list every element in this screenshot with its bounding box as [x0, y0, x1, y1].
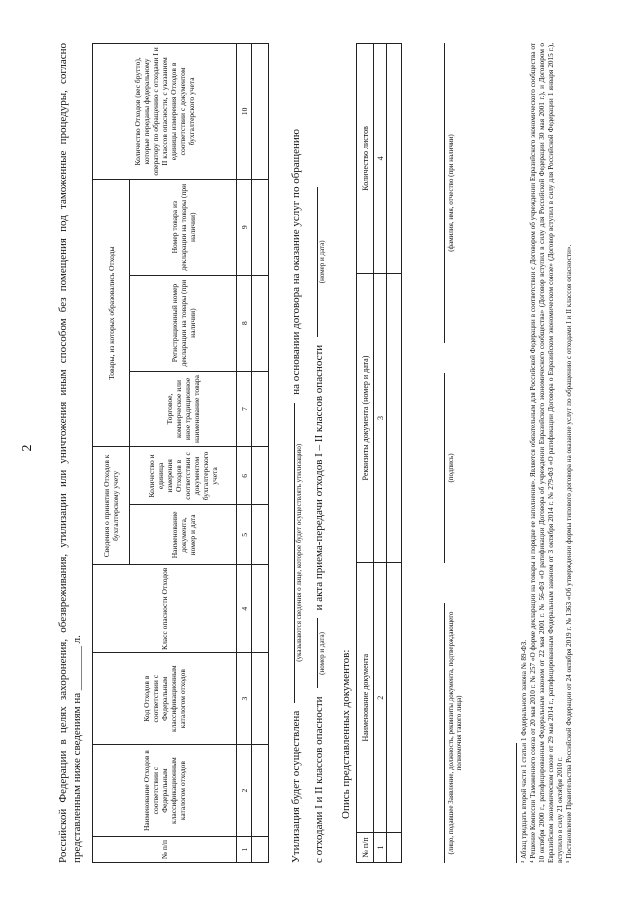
person-caption: (лицо, подавшее Заявление, должность, реквизиты документа, подтверждающего полномочия такого лица): [447, 611, 463, 855]
col-goods-number: Номер товара из декларации на товары (при наличии): [130, 179, 237, 275]
col-goods: Товары, из которых образовались Отходы: [93, 179, 130, 447]
col-number: 4: [374, 44, 387, 274]
utilization-lead: Утилизация будет осуществлена: [290, 710, 302, 863]
utilizer-field[interactable]: [282, 403, 295, 703]
person-line[interactable]: [444, 603, 445, 863]
signature-caption: (подпись): [447, 453, 455, 483]
inv-number-row: [374, 44, 387, 863]
column-number-row: [237, 44, 252, 863]
col-number: 5: [237, 505, 252, 565]
contract-text-2: с отходами I и II классов опасности: [313, 696, 325, 863]
table-cell[interactable]: [387, 563, 402, 833]
col-number: 10: [237, 44, 252, 180]
act-text: и акта приема-передачи отходов I – II классов опасности: [313, 344, 325, 611]
inv-col-name: Наименование документа: [357, 563, 374, 833]
footnote-5: ⁵ Постановление Правительства Российской Федерации от 24 октября 2019 г. № 1363 «Об утверждении формы типового договора на оказание услуг по обращению с отходами I и II классов опасности».: [565, 244, 573, 863]
col-number: 2: [237, 745, 252, 837]
col-waste-name: Наименование Отходов в соответствии с Федеральным классификационным каталогом отходов: [93, 745, 237, 837]
col-accounting-doc: Наименование документа, номер и дата: [130, 505, 237, 565]
col-goods-declaration: Регистрационный номер декларации на товары (при наличии): [130, 275, 237, 371]
table-cell[interactable]: [387, 273, 402, 563]
inventory-title: Опись представленных документов:: [340, 649, 352, 819]
inv-col-no: № п/п: [357, 833, 374, 863]
fio-caption: (фамилия, имя, отчество (при наличии): [447, 134, 455, 252]
table-cell[interactable]: [252, 275, 269, 371]
col-number: 7: [237, 371, 252, 447]
contract-number-hint: (номер и дата): [318, 632, 326, 675]
table-cell[interactable]: [387, 833, 402, 863]
signature-line[interactable]: [444, 373, 445, 563]
inventory-table: [356, 43, 402, 863]
table-cell[interactable]: [252, 371, 269, 447]
utilization-block: [282, 43, 326, 863]
col-goods-name: Торговое, коммерческое или иное традиционное наименование товара: [130, 371, 237, 447]
table-cell[interactable]: [252, 565, 269, 653]
col-number: 4: [237, 565, 252, 653]
footnotes: [516, 43, 574, 863]
col-number: 9: [237, 179, 252, 275]
col-number: 8: [237, 275, 252, 371]
table-cell[interactable]: [252, 653, 269, 745]
footnote-4: ⁴ Решение Комиссии Таможенного союза от 20 мая 2010 г. № 257 «О форме декларации на товары и порядке ее заполнения». Является обязательным для Российской Федерации в соответствии с Договором об учреждении Евразийского экономического сообщества от 10 октября 2000 г., ратифицированным Федеральным законом от 22 мая 2001 г. № 56-ФЗ «О ратификации Договора об учреждении Евразийского экономического сообщества» (Договор вступил в силу для Российской Федерации 30 мая 2001 г.), и Договором о Евразийском экономическом союзе от 29 мая 2014 г., ратифицированным Федеральным законом от 3 октября 2014 г. № 279-ФЗ «О ратификации Договора о Евразийском экономическом союзе» (Договор вступил в силу для Российской Федерации 1 января 2015 г.), вступило в силу 21 октября 2010 г.: [529, 43, 564, 863]
table-cell[interactable]: [252, 505, 269, 565]
col-number: 6: [237, 447, 252, 505]
act-number-field[interactable]: [305, 187, 318, 337]
col-number: 3: [374, 273, 387, 563]
fio-line[interactable]: [444, 43, 445, 343]
waste-table: [92, 43, 269, 863]
col-number: 2: [374, 563, 387, 833]
contract-number-field[interactable]: [305, 618, 318, 688]
footnote-rule: [516, 743, 517, 863]
table-cell[interactable]: [252, 447, 269, 505]
col-accounting-qty: Количество и единица измерения Отходов в соответствии с документом бухгалтерского учета: [130, 447, 237, 505]
col-quantity-transferred: Количество Отходов (вес брутто), которые переданы федеральному оператору по обращению с отходами I и II классов опасности, с указанием единицы измерения Отходов в соответствии с документом бухгалтерского учета: [93, 44, 237, 180]
col-number: 1: [237, 837, 252, 863]
table-cell[interactable]: [252, 179, 269, 275]
col-number: 1: [374, 833, 387, 863]
rotated-sheet: [50, 0, 630, 905]
col-waste-code: Код Отходов в соответствии с Федеральным классификационным каталогом отходов: [93, 653, 237, 745]
table-row: [252, 44, 269, 863]
intro-paragraph: Российской Федерации в целях захоронения, обезвреживания, утилизации или уничтожения иным способом без помещения под таможенные процедуры, согласно представленным ниже сведениям на ________ л.: [57, 43, 83, 863]
inv-col-requisites: Реквизиты документа (номер и дата): [357, 273, 374, 563]
col-no: № п/п: [93, 837, 237, 863]
inv-col-sheets: Количество листов: [357, 44, 374, 274]
table-cell[interactable]: [387, 44, 402, 274]
col-hazard-class: Класс опасности Отходов: [93, 565, 237, 653]
col-accounting: Сведения о принятии Отходов к бухгалтерскому учету: [93, 447, 130, 565]
contract-text: на основании договора на оказание услуг по обращению: [290, 128, 302, 395]
col-number: 3: [237, 653, 252, 745]
utilizer-hint: (указываются сведения о лице, которое будет осуществлять утилизацию): [295, 443, 303, 662]
sheet-content: [50, 0, 630, 905]
table-cell[interactable]: [252, 44, 269, 180]
act-number-hint: (номер и дата): [318, 240, 326, 284]
table-cell[interactable]: [252, 745, 269, 837]
footnote-3: ³ Абзац тридцать второй части 1 статьи 1 Федерального закона № 89-ФЗ.: [520, 639, 528, 863]
table-cell[interactable]: [252, 837, 269, 863]
page-number: 2: [20, 444, 35, 452]
table-row: [387, 44, 402, 863]
